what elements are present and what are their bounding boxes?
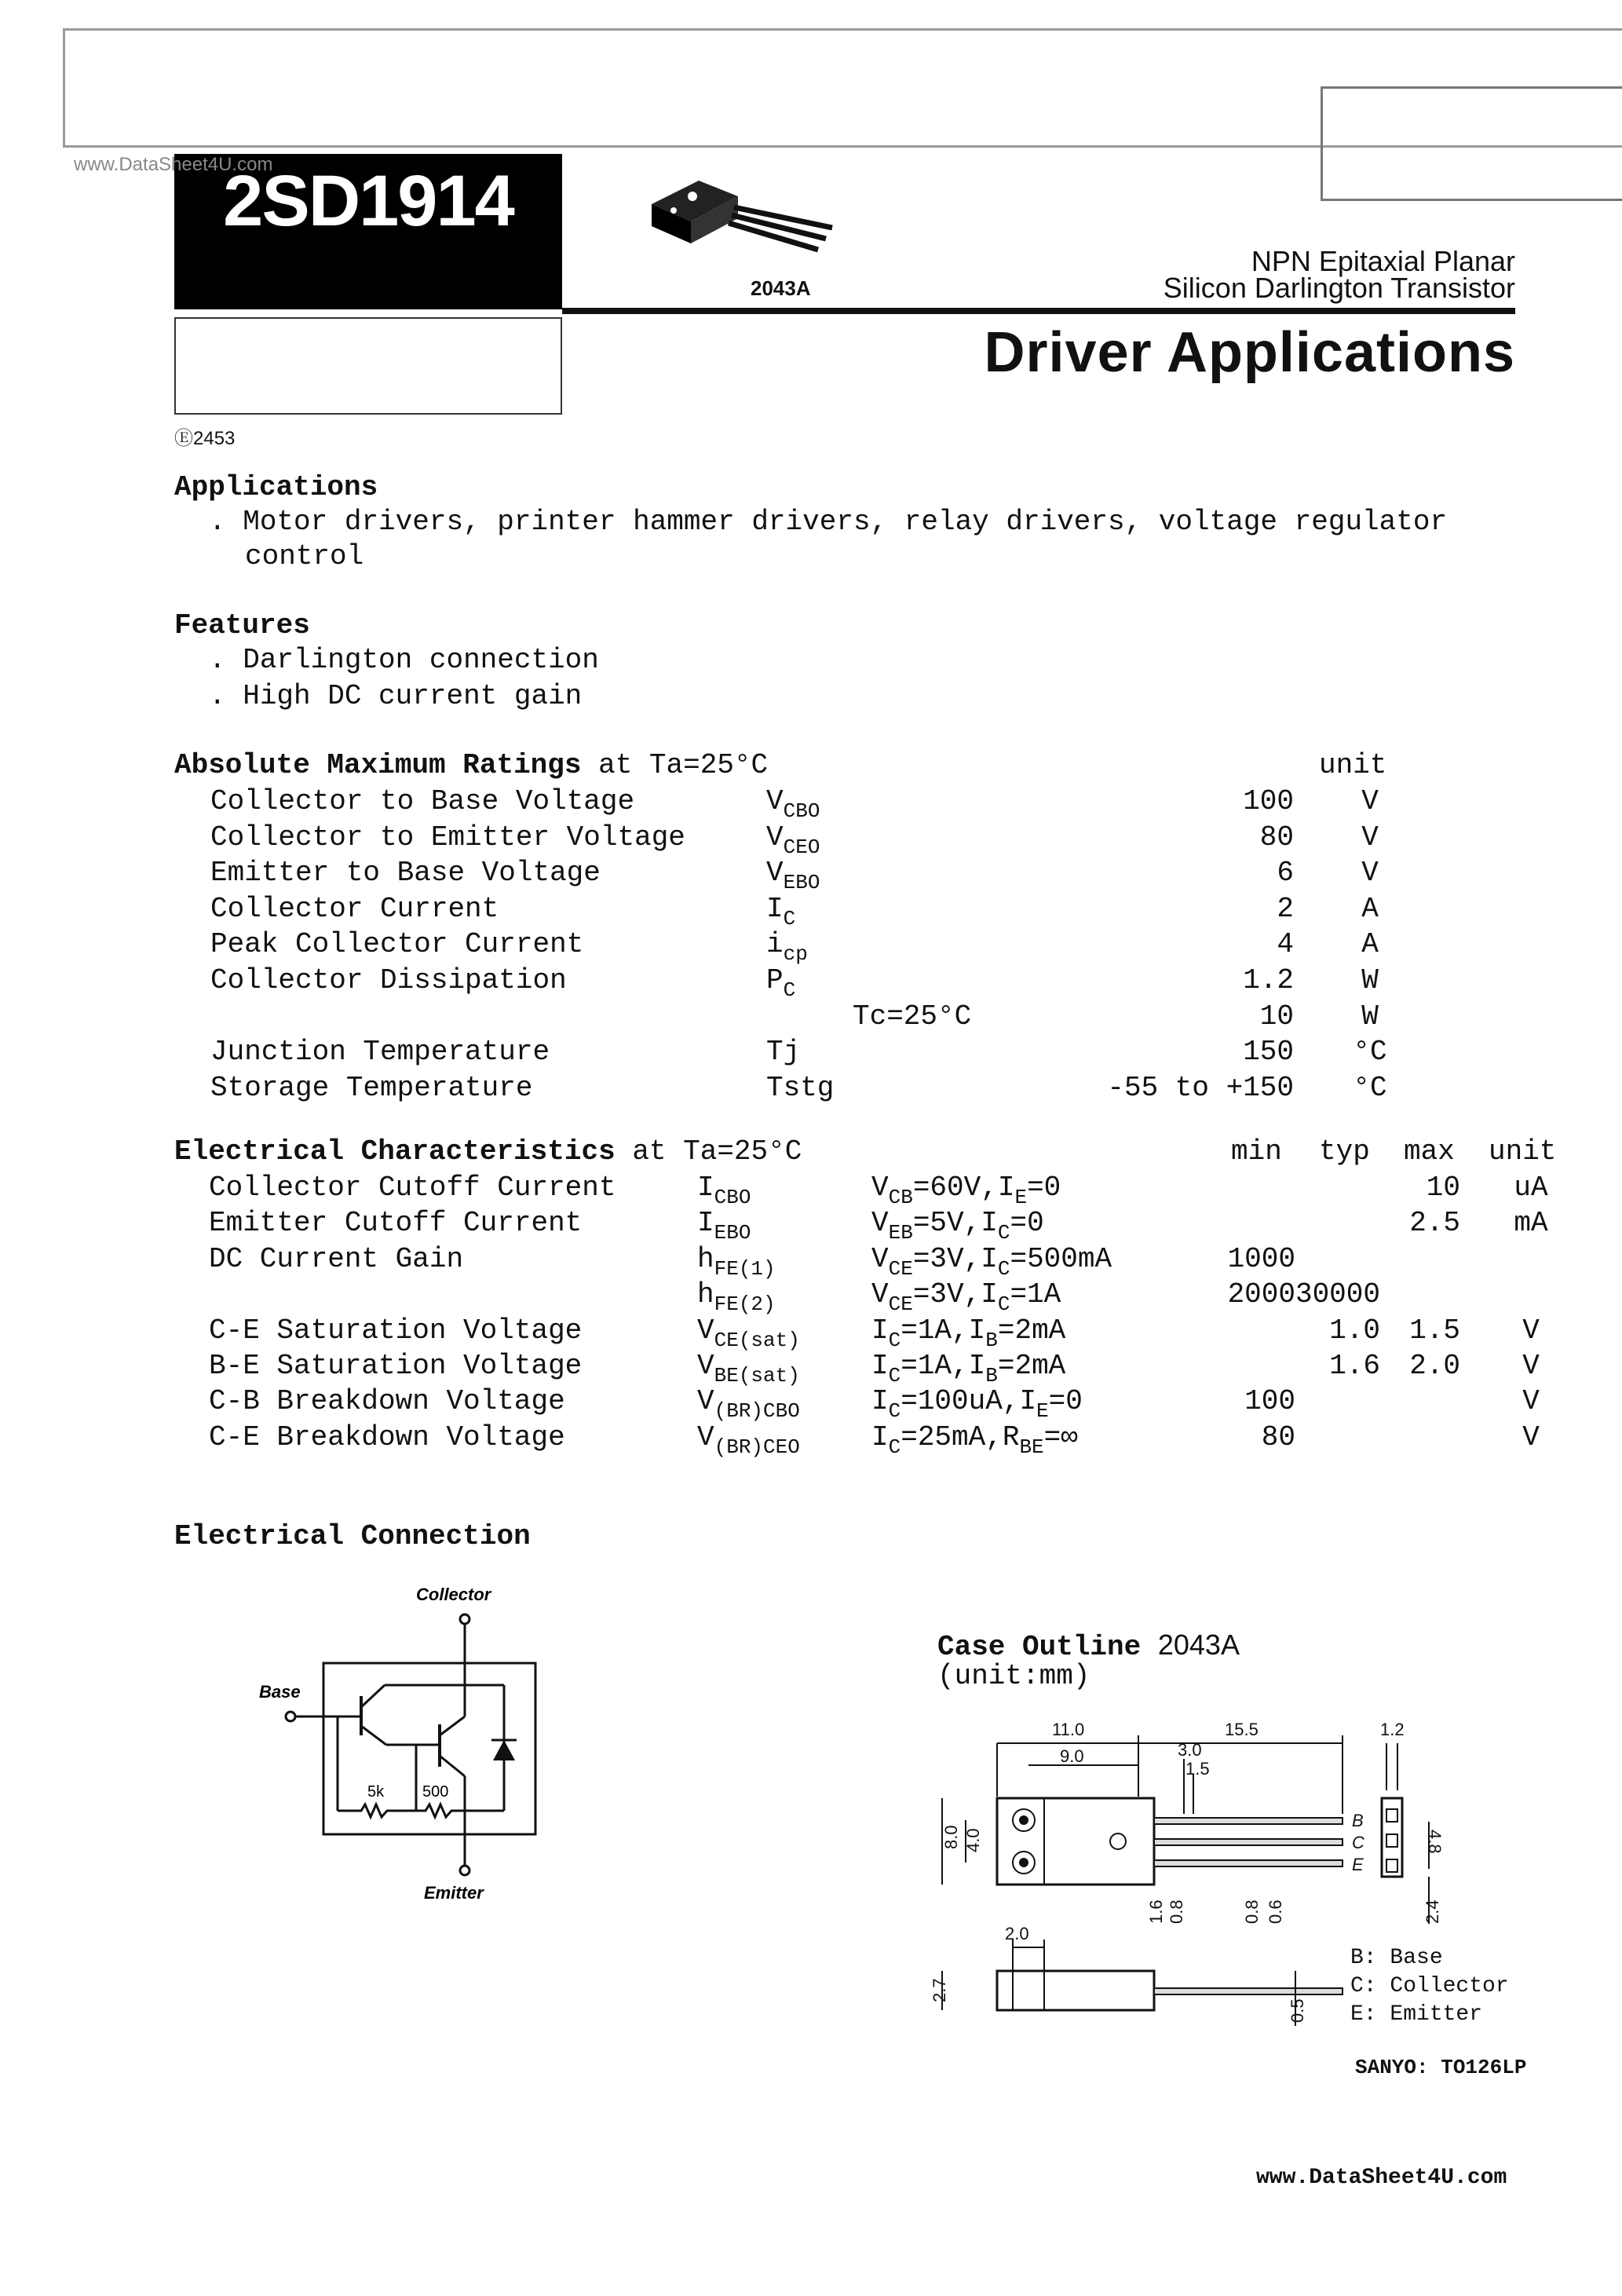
elec-symbol: $V_{(BR)CBO}$: [697, 1385, 800, 1423]
blank-box: [174, 317, 562, 415]
elec-unit: V: [1522, 1314, 1540, 1347]
case-heading-line: Case Outline 2043A: [937, 1629, 1240, 1663]
abs-value: 4: [1277, 928, 1294, 960]
abs-unit: V: [1361, 857, 1379, 889]
dim-1-5: 1.5: [1185, 1759, 1210, 1779]
elec-symbol: $I_{EBO}$: [697, 1207, 751, 1245]
elec-param: Emitter Cutoff Current: [209, 1207, 583, 1239]
elec-param: DC Current Gain: [209, 1243, 464, 1275]
abs-param: Storage Temperature: [210, 1072, 533, 1104]
legend-emitter: E: Emitter: [1350, 2002, 1483, 2027]
elec-unit: V: [1522, 1385, 1540, 1417]
elec-min: 2000: [1227, 1278, 1295, 1311]
col-max: max: [1404, 1135, 1455, 1168]
dim-0-8b: 0.8: [1242, 1899, 1262, 1924]
package-icon: [644, 173, 840, 267]
elec-unit: mA: [1514, 1207, 1548, 1239]
elec-unit: uA: [1514, 1172, 1548, 1204]
abs-unit: °C: [1353, 1072, 1387, 1104]
elec-condition: $V_{CE}=3V,I_C=500mA$: [871, 1243, 1112, 1281]
abs-value: -55 to +150: [1107, 1072, 1294, 1104]
elec-typ: 1.6: [1329, 1350, 1380, 1382]
doc-ref: Ⓔ2453: [174, 428, 236, 449]
case-unit-note: (unit:mm): [937, 1660, 1090, 1692]
dim-0-8a: 0.8: [1167, 1899, 1186, 1924]
elec-symbol: $V_{(BR)CEO}$: [697, 1421, 800, 1459]
elec-max: 10: [1426, 1172, 1460, 1204]
abs-param: Collector to Emitter Voltage: [210, 821, 685, 854]
elec-typ: 1.0: [1329, 1314, 1380, 1347]
applications-heading: Applications: [174, 471, 378, 503]
dim-4-8: 4.8: [1425, 1830, 1445, 1854]
abs-unit: V: [1361, 821, 1379, 854]
elec-symbol: $V_{CE(sat)}$: [697, 1314, 800, 1352]
dim-9: 9.0: [1060, 1746, 1084, 1766]
elec-symbol: $h_{FE(2)}$: [697, 1278, 776, 1316]
elec-heading-line: Electrical Characteristics at Ta=25°C: [174, 1135, 802, 1168]
abs-condition: Tc=25°C: [853, 1000, 972, 1033]
elec-symbol: $h_{FE(1)}$: [697, 1243, 776, 1281]
abs-symbol: $V_{EBO}$: [766, 857, 820, 894]
abs-unit: °C: [1353, 1036, 1387, 1068]
abs-param: Peak Collector Current: [210, 928, 584, 960]
application-item-cont: control: [245, 540, 364, 572]
abs-unit: W: [1361, 1000, 1379, 1033]
abs-symbol: Tj: [766, 1036, 801, 1068]
elec-min: 100: [1244, 1385, 1295, 1417]
elec-param: Collector Cutoff Current: [209, 1172, 616, 1204]
elec-condition: $I_C=1A,I_B=2mA$: [871, 1350, 1066, 1387]
elec-min: 80: [1261, 1421, 1295, 1453]
application-item: . Motor drivers, printer hammer drivers, relay drivers, voltage regulator: [209, 506, 1448, 538]
elec-unit: V: [1522, 1350, 1540, 1382]
abs-symbol: Tstg: [766, 1072, 835, 1104]
abs-max-unit-header: unit: [1319, 749, 1387, 781]
pin-e: E: [1352, 1855, 1364, 1874]
elec-param: C-E Breakdown Voltage: [209, 1421, 565, 1453]
footer-watermark: www.DataSheet4U.com: [1256, 2166, 1507, 2190]
description-line2: Silicon Darlington Transistor: [1163, 272, 1515, 304]
abs-symbol: $V_{CBO}$: [766, 785, 820, 823]
abs-symbol: $i_{cp}$: [766, 928, 808, 966]
elec-param: C-B Breakdown Voltage: [209, 1385, 565, 1417]
pin-c: C: [1352, 1833, 1364, 1852]
elec-typ: 30000: [1295, 1278, 1380, 1311]
package-code: 2043A: [751, 276, 811, 300]
abs-value: 80: [1259, 821, 1294, 854]
elec-param: C-E Saturation Voltage: [209, 1314, 583, 1347]
abs-unit: A: [1361, 928, 1379, 960]
col-min: min: [1231, 1135, 1282, 1168]
description-line1: NPN Epitaxial Planar: [1251, 245, 1515, 277]
base-label: Base: [259, 1682, 301, 1702]
legend-base: B: Base: [1350, 1946, 1443, 1970]
elec-condition: $V_{EB}=5V,I_C=0$: [871, 1207, 1044, 1245]
case-outline-drawing: [926, 1712, 1492, 2049]
connection-heading: Electrical Connection: [174, 1520, 531, 1552]
dim-4: 4.0: [963, 1828, 983, 1852]
dim-0-5: 0.5: [1288, 1998, 1307, 2023]
r2-label: 500: [422, 1783, 449, 1801]
pin-b: B: [1352, 1811, 1364, 1830]
abs-param: Collector to Base Voltage: [210, 785, 635, 817]
emitter-label: Emitter: [424, 1883, 484, 1903]
page-title: Driver Applications: [984, 321, 1515, 384]
elec-max: 2.5: [1409, 1207, 1460, 1239]
dim-2-4: 2.4: [1423, 1899, 1442, 1924]
abs-max-heading-line: Absolute Maximum Ratings at Ta=25°C: [174, 749, 769, 781]
dim-11: 11.0: [1052, 1720, 1085, 1739]
abs-symbol: $P_C$: [766, 964, 796, 1002]
dim-1-6: 1.6: [1146, 1899, 1166, 1924]
abs-param: Collector Current: [210, 893, 499, 925]
collector-label: Collector: [416, 1585, 491, 1604]
elec-symbol: $I_{CBO}$: [697, 1172, 751, 1209]
sanyo-code: SANYO: TO126LP: [1355, 2056, 1527, 2079]
feature-item: . Darlington connection: [209, 644, 599, 676]
abs-param: Emitter to Base Voltage: [210, 857, 601, 889]
abs-value: 1.2: [1243, 964, 1294, 996]
dim-15-5: 15.5: [1225, 1720, 1259, 1739]
abs-param: Junction Temperature: [210, 1036, 550, 1068]
features-heading: Features: [174, 609, 310, 642]
abs-value: 10: [1259, 1000, 1294, 1033]
abs-value: 6: [1277, 857, 1294, 889]
header-right-box: [1321, 86, 1622, 201]
elec-condition: $I_C=25mA,R_{BE}=\infty$: [871, 1421, 1078, 1459]
elec-condition: $V_{CB}=60V,I_E=0$: [871, 1172, 1061, 1209]
elec-condition: $I_C=1A,I_B=2mA$: [871, 1314, 1066, 1352]
elec-max: 1.5: [1409, 1314, 1460, 1347]
legend-collector: C: Collector: [1350, 1974, 1509, 1998]
dim-0-6: 0.6: [1266, 1899, 1285, 1924]
col-unit: unit: [1489, 1135, 1557, 1168]
elec-max: 2.0: [1409, 1350, 1460, 1382]
abs-symbol: $I_C$: [766, 893, 796, 930]
elec-min: 1000: [1227, 1243, 1295, 1275]
watermark-top: www.DataSheet4U.com: [74, 154, 273, 175]
r1-label: 5k: [367, 1783, 385, 1801]
abs-unit: V: [1361, 785, 1379, 817]
abs-value: 150: [1243, 1036, 1294, 1068]
header-rule: [562, 308, 1515, 314]
elec-condition: $V_{CE}=3V,I_C=1A$: [871, 1278, 1061, 1316]
abs-unit: W: [1361, 964, 1379, 996]
elec-param: B-E Saturation Voltage: [209, 1350, 583, 1382]
dim-8: 8.0: [941, 1825, 961, 1849]
dim-2: 2.0: [1005, 1924, 1029, 1943]
abs-value: 2: [1277, 893, 1294, 925]
dim-3: 3.0: [1178, 1740, 1202, 1760]
elec-unit: V: [1522, 1421, 1540, 1453]
dim-2-7: 2.7: [930, 1978, 949, 2002]
part-number: 2SD1914: [223, 161, 513, 241]
elec-symbol: $V_{BE(sat)}$: [697, 1350, 800, 1387]
feature-item: . High DC current gain: [209, 680, 583, 712]
abs-param: Collector Dissipation: [210, 964, 567, 996]
dim-1-2: 1.2: [1380, 1720, 1405, 1739]
abs-value: 100: [1243, 785, 1294, 817]
abs-unit: A: [1361, 893, 1379, 925]
abs-symbol: $V_{CEO}$: [766, 821, 820, 859]
col-typ: typ: [1319, 1135, 1370, 1168]
part-number-box: [174, 154, 562, 309]
elec-condition: $I_C=100uA,I_E=0$: [871, 1385, 1083, 1423]
darlington-schematic: [251, 1578, 581, 1924]
